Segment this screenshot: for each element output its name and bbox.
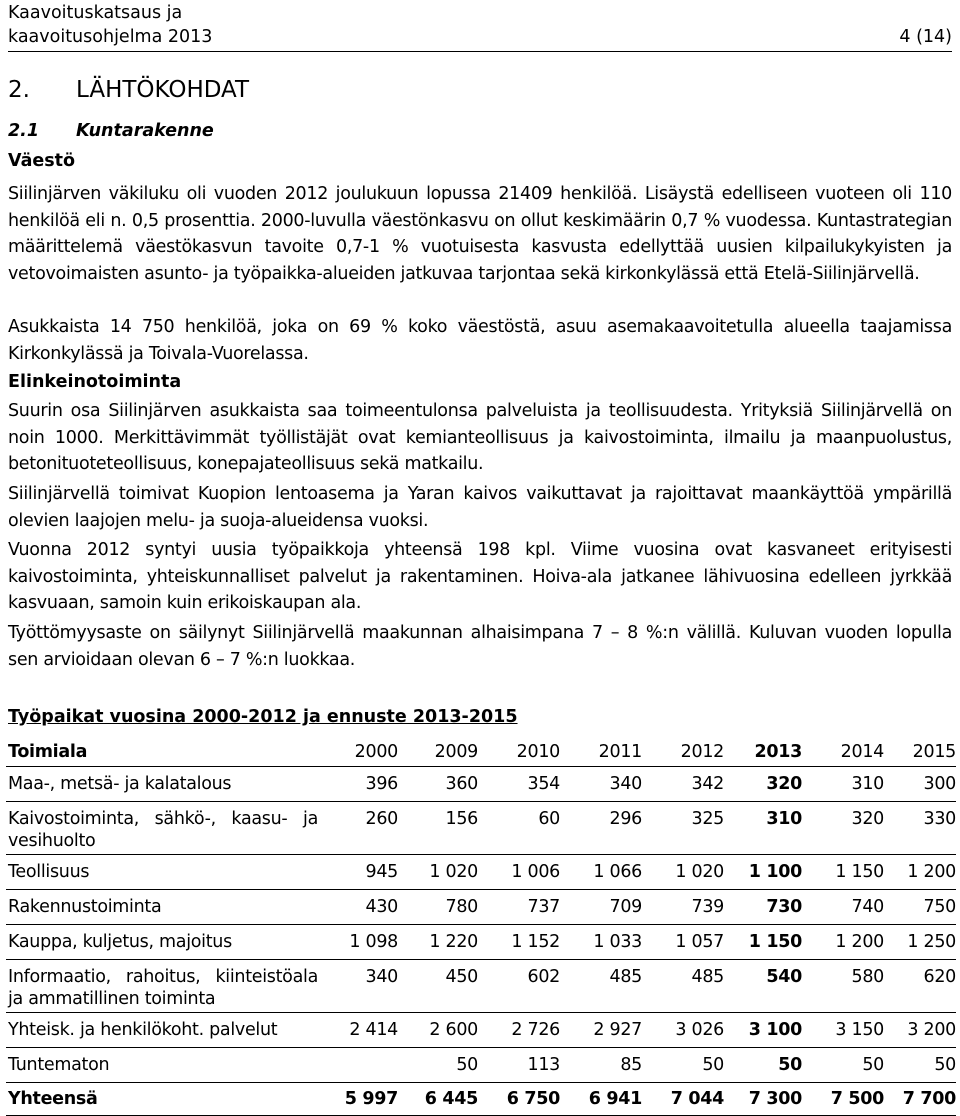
table-cell: 1 152	[478, 925, 560, 960]
table-cell: 156	[398, 802, 478, 855]
table-cell: 296	[560, 802, 642, 855]
row-label: Yhteisk. ja henkilökoht. palvelut	[6, 1013, 332, 1048]
table-cell: 360	[398, 767, 478, 802]
table-row	[6, 1013, 956, 1048]
table-cell: 3 200	[884, 1013, 956, 1048]
table-cell: 354	[478, 767, 560, 802]
jobs-table	[6, 738, 956, 1116]
table-cell: 1 006	[478, 855, 560, 890]
column-header-year: 2009	[398, 738, 478, 767]
row-label: Teollisuus	[6, 855, 332, 890]
table-cell: 310	[724, 802, 802, 855]
table-cell: 310	[802, 767, 884, 802]
column-header-year: 2011	[560, 738, 642, 767]
paragraph-population: Siilinjärven väkiluku oli vuoden 2012 joulukuun lopussa 21409 henkilöä. Lisäystä edelliseen vuoteen oli 110 henkilöä eli n. 0,5 prosenttia. 2000-luvulla väestönkasvu on ollut keskimäärin 0,7 % vuodessa. Kuntastrategian määrittelemä väestökasvun tavoite 0,7-1 % vuotuisesta kasvusta edellyttää uusien kilpailukykyisten ja vetovoimaisten asunto- ja työpaikka-alueiden jatkuvaa tarjontaa sekä kirkonkylässä että Etelä-Siilinjärvellä.	[8, 184, 952, 284]
total-cell: 6 941	[560, 1083, 642, 1116]
table-row	[6, 890, 956, 925]
table-cell: 3 150	[802, 1013, 884, 1048]
table-cell: 50	[724, 1048, 802, 1083]
table-cell: 750	[884, 890, 956, 925]
row-label: Tuntematon	[6, 1048, 332, 1083]
table-cell: 50	[398, 1048, 478, 1083]
row-label-text: Informaatio, rahoitus, kiinteistöala ja ammatillinen toiminta	[8, 967, 318, 1009]
total-cell: 7 500	[802, 1083, 884, 1116]
total-cell: 6 445	[398, 1083, 478, 1116]
table-cell: 740	[802, 890, 884, 925]
table-row	[6, 960, 956, 1013]
table-cell: 1 250	[884, 925, 956, 960]
paragraph-residents: Asukkaista 14 750 henkilöä, joka on 69 % koko väestöstä, asuu asemakaavoitetulla alueella taajamissa Kirkonkylässä ja Toivala-Vuorelassa.	[8, 317, 952, 364]
page-header	[8, 2, 952, 52]
row-label-text: Kaivostoiminta, sähkö-, kaasu- ja vesihuolto	[8, 809, 318, 851]
row-label: Kauppa, kuljetus, majoitus	[6, 925, 332, 960]
total-cell: 7 300	[724, 1083, 802, 1116]
table-cell: 1 200	[802, 925, 884, 960]
row-label	[6, 960, 332, 1013]
table-cell: 340	[332, 960, 398, 1013]
table-cell: 2 726	[478, 1013, 560, 1048]
table-cell: 3 026	[642, 1013, 724, 1048]
table-cell: 602	[478, 960, 560, 1013]
table-cell: 1 100	[724, 855, 802, 890]
table-cell: 50	[802, 1048, 884, 1083]
table-total-row	[6, 1083, 956, 1116]
column-header-year: 2015	[884, 738, 956, 767]
table-cell: 485	[560, 960, 642, 1013]
heading-vaesto: Väestö	[8, 151, 76, 171]
column-header-year: 2012	[642, 738, 724, 767]
table-cell: 320	[802, 802, 884, 855]
total-cell: 6 750	[478, 1083, 560, 1116]
table-cell: 739	[642, 890, 724, 925]
section-heading	[8, 77, 249, 103]
table-cell: 620	[884, 960, 956, 1013]
document-title-line-2: kaavoitusohjelma 2013	[8, 27, 213, 47]
table-cell: 320	[724, 767, 802, 802]
table-cell: 730	[724, 890, 802, 925]
table-row	[6, 767, 956, 802]
subsection-title: Kuntarakenne	[76, 121, 214, 141]
table-cell: 737	[478, 890, 560, 925]
table-cell: 50	[884, 1048, 956, 1083]
subsection-number: 2.1	[8, 121, 40, 141]
table-cell: 50	[642, 1048, 724, 1083]
table-cell: 60	[478, 802, 560, 855]
column-header-year: 2013	[724, 738, 802, 767]
row-label: Maa-, metsä- ja kalatalous	[6, 767, 332, 802]
table-cell: 1 057	[642, 925, 724, 960]
table-cell: 1 020	[642, 855, 724, 890]
table-header-row	[6, 738, 956, 767]
table-cell: 113	[478, 1048, 560, 1083]
table-cell: 1 220	[398, 925, 478, 960]
table-cell: 580	[802, 960, 884, 1013]
table-cell: 780	[398, 890, 478, 925]
table-cell: 1 150	[802, 855, 884, 890]
table-cell: 540	[724, 960, 802, 1013]
table-cell: 430	[332, 890, 398, 925]
table-cell: 342	[642, 767, 724, 802]
table-cell: 260	[332, 802, 398, 855]
table-cell: 2 414	[332, 1013, 398, 1048]
section-title: LÄHTÖKOHDAT	[76, 77, 250, 103]
table-cell: 300	[884, 767, 956, 802]
total-cell: 5 997	[332, 1083, 398, 1116]
table-row	[6, 855, 956, 890]
column-header-year: 2014	[802, 738, 884, 767]
table-cell: 325	[642, 802, 724, 855]
row-label: Rakennustoiminta	[6, 890, 332, 925]
column-header-year: 2000	[332, 738, 398, 767]
table-cell: 2 927	[560, 1013, 642, 1048]
paragraph-new-jobs: Vuonna 2012 syntyi uusia työpaikkoja yhteensä 198 kpl. Viime vuosina ovat kasvaneet erityisesti kaivostoiminta, yhteiskunnalliset palvelut ja rakentaminen. Hoiva-ala jatkanee lähivuosina edelleen jyrkkää kasvuaan, samoin kuin erikoiskaupan ala.	[8, 540, 952, 613]
table-cell	[332, 1048, 398, 1083]
subsection-heading	[8, 120, 214, 142]
table-cell: 340	[560, 767, 642, 802]
table-cell: 945	[332, 855, 398, 890]
table-row	[6, 1048, 956, 1083]
section-number: 2.	[8, 77, 30, 103]
column-header-year: 2010	[478, 738, 560, 767]
table-cell: 1 150	[724, 925, 802, 960]
total-cell: 7 700	[884, 1083, 956, 1116]
table-cell: 396	[332, 767, 398, 802]
total-label: Yhteensä	[6, 1083, 332, 1116]
table-cell: 3 100	[724, 1013, 802, 1048]
table-cell: 450	[398, 960, 478, 1013]
table-cell: 1 200	[884, 855, 956, 890]
column-header-toimiala: Toimiala	[6, 738, 332, 767]
document-title-line-1: Kaavoituskatsaus ja	[8, 3, 183, 23]
table-cell: 85	[560, 1048, 642, 1083]
row-label	[6, 802, 332, 855]
page-number: 4 (14)	[899, 27, 952, 47]
paragraph-unemployment: Työttömyysaste on säilynyt Siilinjärvellä maakunnan alhaisimpana 7 – 8 %:n välillä. Kuluvan vuoden lopulla sen arvioidaan olevan 6 – 7 %:n luokkaa.	[8, 623, 952, 670]
table-cell: 1 098	[332, 925, 398, 960]
table-row	[6, 925, 956, 960]
table-cell: 330	[884, 802, 956, 855]
table-cell: 2 600	[398, 1013, 478, 1048]
table-cell: 709	[560, 890, 642, 925]
table-cell: 1 033	[560, 925, 642, 960]
table-cell: 1 020	[398, 855, 478, 890]
total-cell: 7 044	[642, 1083, 724, 1116]
paragraph-industry: Suurin osa Siilinjärven asukkaista saa toimeentulonsa palveluista ja teollisuudesta. Yrityksiä Siilinjärvellä on noin 1000. Merkittävimmät työllistäjät ovat kemianteollisuus ja kaivostoiminta, ilmailu ja maanpuolustus, betonituoteteollisuus, konepajateollisuus sekä matkailu.	[8, 401, 952, 474]
heading-elinkeinotoiminta: Elinkeinotoiminta	[8, 372, 182, 392]
table-cell: 485	[642, 960, 724, 1013]
paragraph-airport-mine: Siilinjärvellä toimivat Kuopion lentoasema ja Yaran kaivos vaikuttavat ja rajoittavat maankäyttöä ympärillä olevien laajojen melu- ja suoja-alueidensa vuoksi.	[8, 484, 952, 531]
table-title: Työpaikat vuosina 2000-2012 ja ennuste 2013-2015	[8, 707, 518, 727]
table-row	[6, 802, 956, 855]
table-cell: 1 066	[560, 855, 642, 890]
